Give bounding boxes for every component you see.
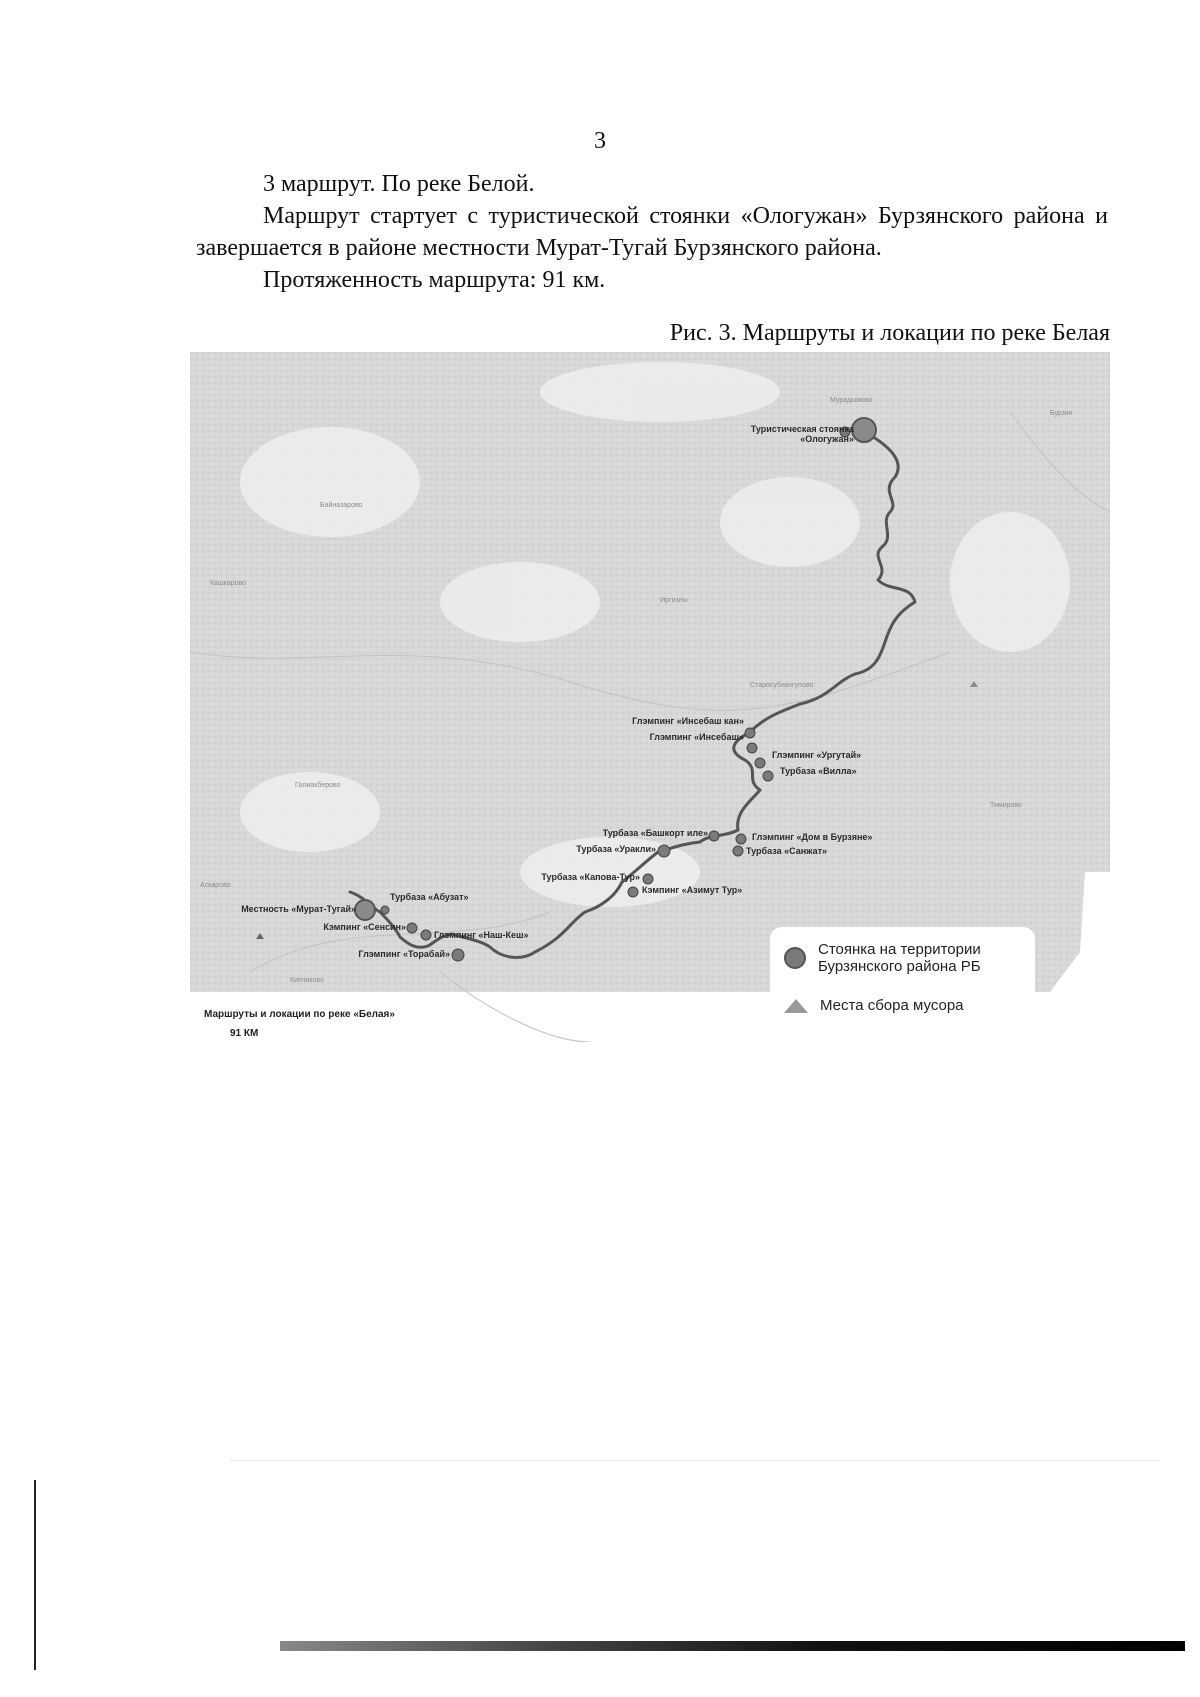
place-label: Старосубхангулово [750,682,814,689]
murat-tugai-marker [355,900,375,920]
figure-caption: Рис. 3. Маршруты и локации по реке Белая [669,320,1110,346]
nash-kesh-marker [421,930,431,940]
urgutai-marker [755,758,765,768]
sanzhat-label: Турбаза «Санжат» [746,846,828,856]
stop-marker-icon [784,947,806,969]
kapova-tur-label: Турбаза «Капова-Тур» [541,872,640,882]
route-length: Протяженность маршрута: 91 км. [263,267,606,293]
torabai-marker [452,949,464,961]
bottom-rule [280,1641,1185,1651]
place-label: Иргизлы [660,597,688,604]
sensin-label: Кэмпинг «Сенсин» [323,922,406,932]
villa-marker [763,771,773,781]
place-label: Кашкарово [210,580,247,587]
sanzhat-marker [733,846,743,856]
kapova-tur-marker [643,874,653,884]
bashkort-ile-label: Турбаза «Башкорт иле» [602,828,708,838]
insebash-label: Глэмпинг «Инсебаш» [649,732,744,742]
place-label: Кипчаково [290,977,324,984]
nash-kesh-label: Глэмпинг «Наш-Кеш» [434,930,529,940]
insebash-kan-label: Глэмпинг «Инсебаш кан» [632,716,744,726]
ologuzhan-label: Туристическая стоянка «Ологужан» [750,424,854,444]
dom-v-burzyane-marker [736,834,746,844]
villa-label: Турбаза «Вилла» [780,766,857,776]
legend-stop-item [784,941,981,975]
urakly-label: Турбаза «Уракли» [576,844,656,854]
place-label: Галиакберово [295,782,341,789]
scan-artifact-line [230,1460,1160,1461]
place-label: Мурадымово [830,397,873,404]
triangle-icon [784,999,808,1013]
page-number: 3 [594,128,606,154]
bashkort-ile-marker [709,831,719,841]
place-label: Аскарово [200,882,231,889]
dom-v-burzyane-label: Глэмпинг «Дом в Бурзяне» [752,832,873,842]
azimut-tur-label: Кэмпинг «Азимут Тур» [642,885,743,895]
murat-tugai-label: Местность «Мурат-Тугай» [241,904,356,914]
sensin-marker [407,923,417,933]
torabai-label: Глэмпинг «Торабай» [358,949,450,959]
map-legend [770,927,1035,1039]
place-label: Байназарово [320,502,363,509]
route-map [190,352,1110,1042]
insebash-marker [747,743,757,753]
legend-trash-label: Места сбора мусора [820,997,964,1014]
place-label: Бурзян [1050,410,1073,417]
abuzat-label: Турбаза «Абузат» [390,892,469,902]
urgutai-label: Глэмпинг «Ургутай» [772,750,862,760]
scan-edge-mark [34,1480,36,1670]
map-title: Маршруты и локации по реке «Белая» [204,1009,395,1020]
map-distance: 91 КМ [230,1028,259,1039]
ologuzhan-marker [852,418,876,442]
place-label: Тимирово [990,802,1022,809]
route-title: 3 маршрут. По реке Белой. [263,171,535,197]
abuzat-marker [381,906,389,914]
route-description: Маршрут стартует с туристической стоянки «Ологужан» Бурзянского района и завершается в районе местности Мурат-Тугай Бурзянского района. [196,203,1108,261]
legend-stop-label: Стоянка на территории Бурзянского района РБ [818,941,981,975]
urakly-marker [658,845,670,857]
insebash-kan-marker [745,728,755,738]
legend-trash-item [784,997,964,1014]
azimut-tur-marker [628,887,638,897]
